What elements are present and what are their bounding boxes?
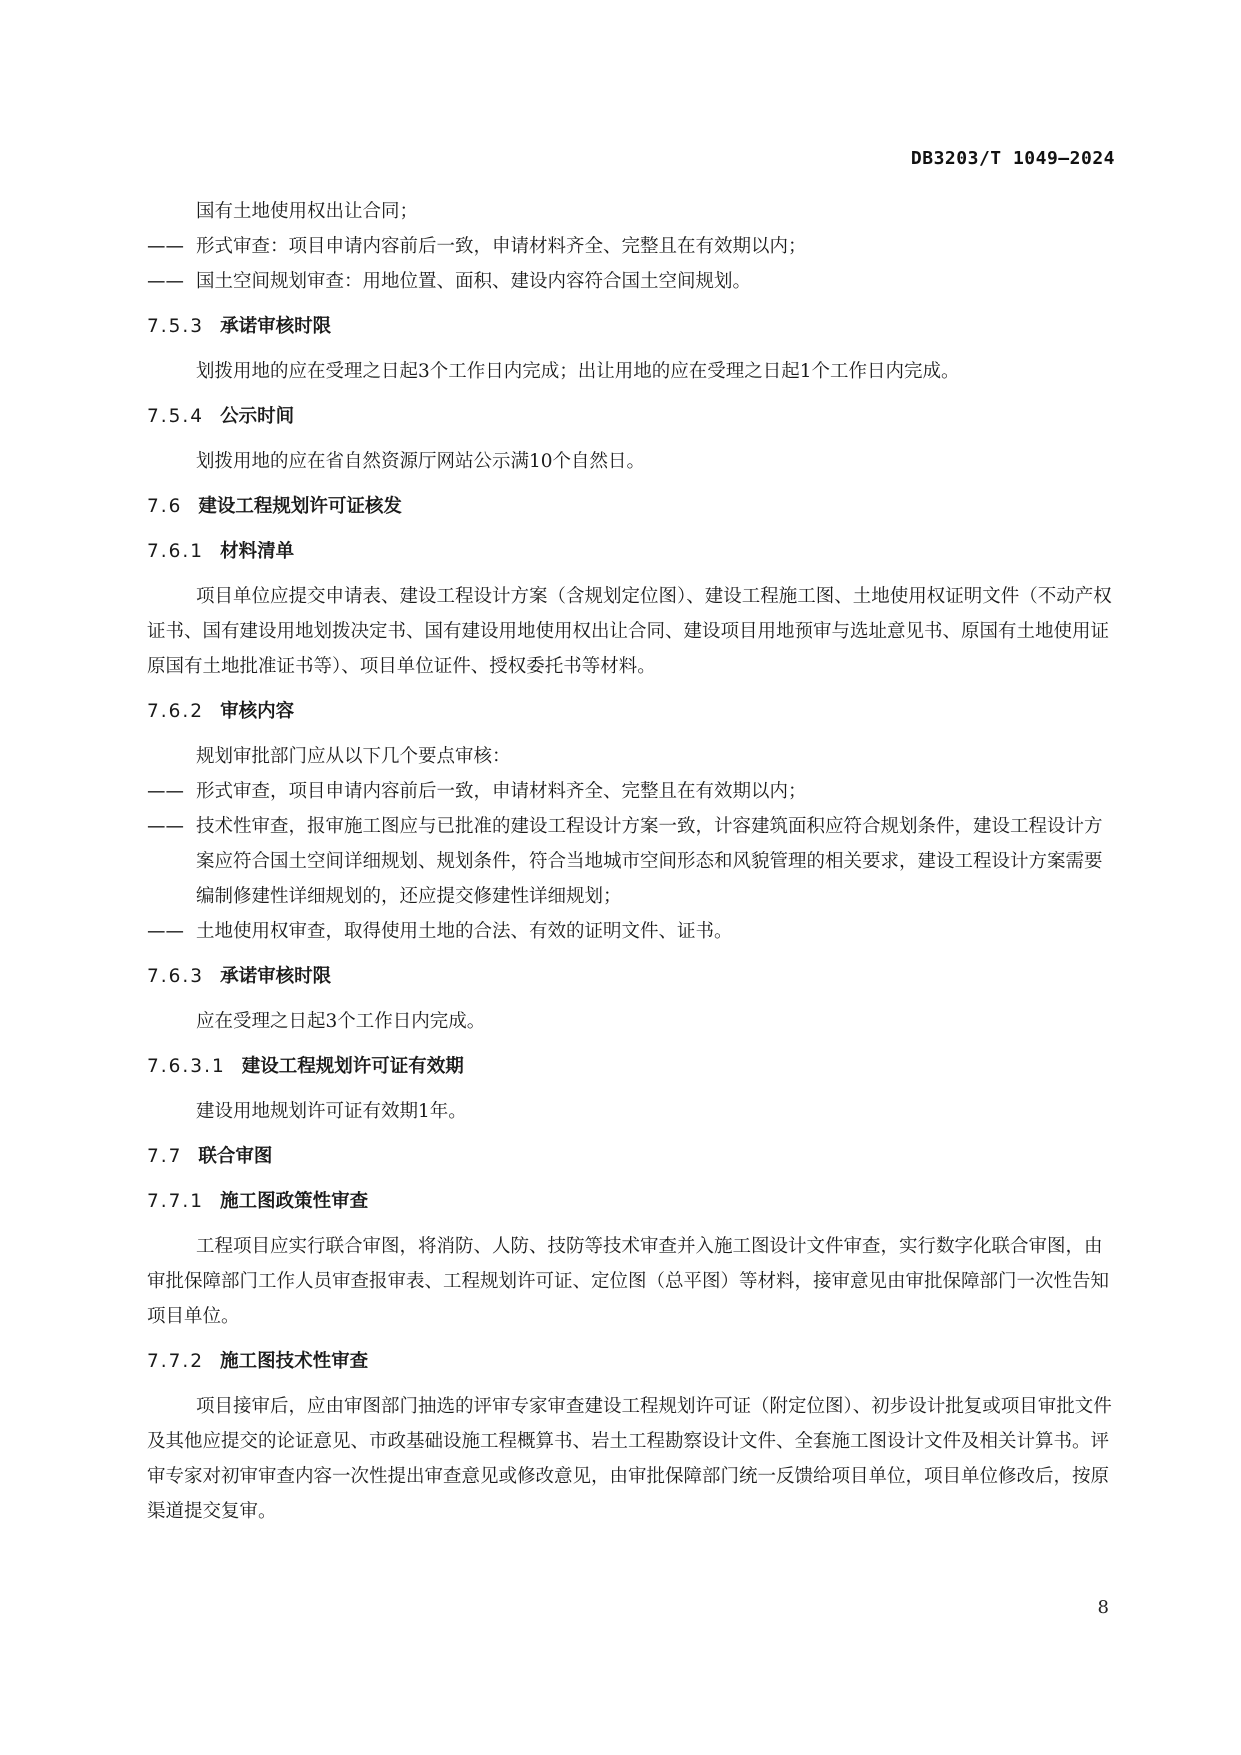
list-item-text: 国土空间规划审查：用地位置、面积、建设内容符合国土空间规划。 bbox=[196, 271, 752, 292]
list-item-text: 形式审查，项目申请内容前后一致，申请材料齐全、完整且在有效期以内； bbox=[196, 781, 807, 802]
section-number: 7.6.2 bbox=[147, 701, 205, 722]
section-heading-7-6-1 bbox=[147, 534, 1115, 569]
section-number: 7.7 bbox=[147, 1146, 183, 1167]
section-number: 7.5.3 bbox=[147, 316, 205, 337]
dash-marker: —— bbox=[147, 236, 184, 257]
section-title: 审核内容 bbox=[220, 701, 295, 722]
dash-marker: —— bbox=[147, 816, 184, 837]
paragraph: 划拨用地的应在受理之日起3个工作日内完成；出让用地的应在受理之日起1个工作日内完成。 bbox=[196, 361, 960, 382]
paragraph: 规划审批部门应从以下几个要点审核： bbox=[196, 746, 511, 767]
paragraph: 划拨用地的应在省自然资源厅网站公示满10个自然日。 bbox=[196, 451, 646, 472]
section-number: 7.5.4 bbox=[147, 406, 205, 427]
section-number: 7.6.1 bbox=[147, 541, 205, 562]
section-number: 7.7.1 bbox=[147, 1191, 205, 1212]
section-title: 公示时间 bbox=[220, 406, 295, 427]
section-title: 施工图政策性审查 bbox=[220, 1191, 369, 1212]
paragraph: 项目接审后，应由审图部门抽选的评审专家审查建设工程规划许可证（附定位图）、初步设计批复或项目审批文件及其他应提交的论证意见、市政基础设施工程概算书、岩土工程勘察设计文件、全套施工图设计文件及相关计算书。评审专家对初审审查内容一次性提出审查意见或修改意见，由审批保障部门统一反馈给项目单位，项目单位修改后，按原渠道提交复审。 bbox=[147, 1396, 1112, 1522]
section-title: 材料清单 bbox=[220, 541, 295, 562]
list-item bbox=[147, 809, 1115, 914]
document-code: DB3203/T 1049—2024 bbox=[910, 148, 1115, 169]
section-number: 7.7.2 bbox=[147, 1351, 205, 1372]
section-heading-7-5-4 bbox=[147, 399, 1115, 434]
paragraph: 项目单位应提交申请表、建设工程设计方案（含规划定位图）、建设工程施工图、土地使用权证明文件（不动产权证书、国有建设用地划拨决定书、国有建设用地使用权出让合同、建设项目用地预审与选址意见书、原国有土地使用证原国有土地批准证书等）、项目单位证件、授权委托书等材料。 bbox=[147, 586, 1112, 677]
section-heading-7-6-3-1 bbox=[147, 1049, 1115, 1084]
section-title: 承诺审核时限 bbox=[220, 966, 332, 987]
section-title: 建设工程规划许可证有效期 bbox=[241, 1056, 464, 1077]
section-heading-7-6-2 bbox=[147, 694, 1115, 729]
section-heading-7-6-3 bbox=[147, 959, 1115, 994]
paragraph: 工程项目应实行联合审图，将消防、人防、技防等技术审查并入施工图设计文件审查，实行数字化联合审图，由审批保障部门工作人员审查报审表、工程规划许可证、定位图（总平图）等材料，接审意见由审批保障部门一次性告知项目单位。 bbox=[147, 1236, 1110, 1327]
list-item bbox=[147, 774, 1115, 809]
list-item bbox=[147, 914, 1115, 949]
section-heading-7-7-2 bbox=[147, 1344, 1115, 1379]
paragraph: 建设用地规划许可证有效期1年。 bbox=[196, 1101, 467, 1122]
section-number: 7.6.3 bbox=[147, 966, 205, 987]
section-heading-7-7-1 bbox=[147, 1184, 1115, 1219]
dash-marker: —— bbox=[147, 271, 184, 292]
section-number: 7.6.3.1 bbox=[147, 1056, 226, 1077]
section-title: 施工图技术性审查 bbox=[220, 1351, 369, 1372]
section-number: 7.6 bbox=[147, 496, 183, 517]
dash-marker: —— bbox=[147, 781, 184, 802]
paragraph-continued: 国有土地使用权出让合同； bbox=[196, 201, 419, 222]
list-item bbox=[147, 229, 1115, 264]
section-heading-7-7 bbox=[147, 1139, 1115, 1174]
paragraph: 应在受理之日起3个工作日内完成。 bbox=[196, 1011, 486, 1032]
dash-marker: —— bbox=[147, 921, 184, 942]
section-title: 承诺审核时限 bbox=[220, 316, 332, 337]
section-heading-7-6 bbox=[147, 489, 1115, 524]
page-number: 8 bbox=[1097, 1597, 1109, 1618]
section-title: 联合审图 bbox=[198, 1146, 273, 1167]
document-body bbox=[147, 194, 1115, 1529]
list-item-text: 土地使用权审查，取得使用土地的合法、有效的证明文件、证书。 bbox=[196, 921, 733, 942]
list-item bbox=[147, 264, 1115, 299]
list-item-text: 技术性审查，报审施工图应与已批准的建设工程设计方案一致，计容建筑面积应符合规划条件，建设工程设计方案应符合国土空间详细规划、规划条件，符合当地城市空间形态和风貌管理的相关要求，建设工程设计方案需要编制修建性详细规划的，还应提交修建性详细规划； bbox=[196, 816, 1103, 907]
list-item-text: 形式审查：项目申请内容前后一致，申请材料齐全、完整且在有效期以内； bbox=[196, 236, 807, 257]
section-heading-7-5-3 bbox=[147, 309, 1115, 344]
section-title: 建设工程规划许可证核发 bbox=[198, 496, 402, 517]
